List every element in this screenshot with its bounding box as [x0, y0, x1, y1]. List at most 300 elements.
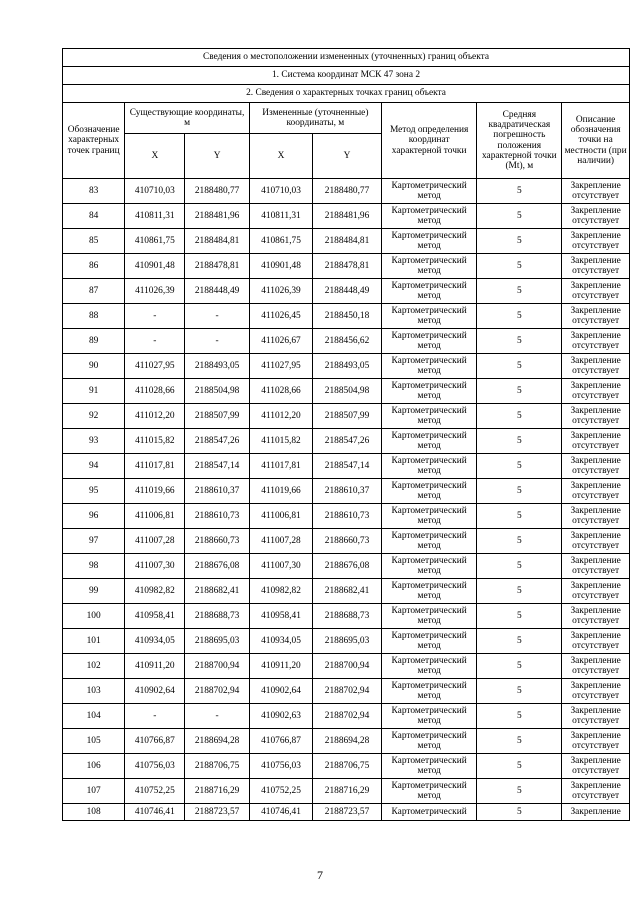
method-line-1: Картометрический	[391, 480, 467, 491]
point-number-cell: 88	[63, 304, 125, 329]
changed-y-cell: 2188688,73	[313, 604, 382, 629]
method-cell	[381, 229, 477, 254]
method-line-2: метод	[417, 516, 441, 526]
description-line-2: отсутствует	[572, 291, 620, 301]
changed-x-cell: 411007,28	[249, 529, 312, 554]
table-row	[63, 779, 630, 804]
point-number-cell: 83	[63, 179, 125, 204]
method-cell	[381, 454, 477, 479]
point-number-cell: 94	[63, 454, 125, 479]
description-line-1: Закрепление	[570, 630, 621, 641]
changed-x-cell: 410934,05	[249, 629, 312, 654]
method-cell	[381, 554, 477, 579]
existing-y-cell: 2188700,94	[185, 654, 249, 679]
method-cell	[381, 754, 477, 779]
existing-x-cell: 410902,64	[125, 679, 185, 704]
existing-x-cell: 411006,81	[125, 504, 185, 529]
method-line-2: метод	[417, 766, 441, 776]
method-line-2: метод	[417, 466, 441, 476]
point-number-cell: 85	[63, 229, 125, 254]
method-line-1: Картометрический	[391, 730, 467, 741]
description-line-1: Закрепление	[570, 380, 621, 391]
header-existing-coordinates: Существующие координаты, м	[125, 103, 250, 134]
method-line-1: Картометрический	[391, 705, 467, 716]
existing-y-cell: -	[185, 329, 249, 354]
table-title: Сведения о местоположении измененных (уточненных) границ объекта	[63, 49, 630, 67]
existing-y-cell: 2188547,26	[185, 429, 249, 454]
method-cell	[381, 529, 477, 554]
description-line-1: Закрепление	[570, 605, 621, 616]
header-error: Средняя квадратическая погрешность положения характерной точки (Mt), м	[477, 103, 562, 179]
point-number-cell: 89	[63, 329, 125, 354]
description-cell	[562, 654, 630, 679]
error-cell: 5	[477, 354, 562, 379]
description-cell	[562, 604, 630, 629]
method-line-1: Картометрический	[391, 755, 467, 766]
method-line-1: Картометрический	[391, 205, 467, 216]
description-line-2: отсутствует	[572, 416, 620, 426]
changed-x-cell: 410902,63	[249, 704, 312, 729]
method-line-2: метод	[417, 591, 441, 601]
method-line-2: метод	[417, 666, 441, 676]
table-row	[63, 804, 630, 821]
description-line-2: отсутствует	[572, 541, 620, 551]
description-line-1: Закрепление	[570, 180, 621, 191]
boundary-points-table	[62, 48, 630, 821]
points-section-heading: 2. Сведения о характерных точках границ объекта	[63, 85, 630, 103]
description-line-1: Закрепление	[570, 530, 621, 541]
table-row	[63, 704, 630, 729]
method-line-1: Картометрический	[391, 806, 467, 817]
method-line-2: метод	[417, 266, 441, 276]
error-cell: 5	[477, 279, 562, 304]
description-cell	[562, 729, 630, 754]
method-line-1: Картометрический	[391, 330, 467, 341]
method-line-2: метод	[417, 491, 441, 501]
method-line-2: метод	[417, 241, 441, 251]
changed-x-cell: 410756,03	[249, 754, 312, 779]
method-line-2: метод	[417, 341, 441, 351]
existing-x-cell: -	[125, 304, 185, 329]
point-number-cell: 100	[63, 604, 125, 629]
existing-y-cell: 2188682,41	[185, 579, 249, 604]
point-number-cell: 95	[63, 479, 125, 504]
existing-y-cell: 2188716,29	[185, 779, 249, 804]
changed-x-cell: 410902,64	[249, 679, 312, 704]
description-line-2: отсутствует	[572, 766, 620, 776]
changed-x-cell: 410752,25	[249, 779, 312, 804]
method-line-1: Картометрический	[391, 505, 467, 516]
point-number-cell: 108	[63, 804, 125, 821]
method-line-2: метод	[417, 216, 441, 226]
description-line-2: отсутствует	[572, 316, 620, 326]
existing-x-cell: 410752,25	[125, 779, 185, 804]
existing-y-cell: 2188547,14	[185, 454, 249, 479]
description-line-2: отсутствует	[572, 391, 620, 401]
method-line-1: Картометрический	[391, 230, 467, 241]
error-cell: 5	[477, 729, 562, 754]
changed-x-cell: 410710,03	[249, 179, 312, 204]
existing-y-cell: 2188706,75	[185, 754, 249, 779]
point-number-cell: 87	[63, 279, 125, 304]
method-cell	[381, 379, 477, 404]
point-number-cell: 93	[63, 429, 125, 454]
changed-y-cell: 2188504,98	[313, 379, 382, 404]
changed-y-cell: 2188456,62	[313, 329, 382, 354]
method-line-2: метод	[417, 741, 441, 751]
description-line-2: отсутствует	[572, 366, 620, 376]
description-line-2: отсутствует	[572, 441, 620, 451]
method-cell	[381, 504, 477, 529]
existing-x-cell: 410934,05	[125, 629, 185, 654]
error-cell: 5	[477, 754, 562, 779]
error-cell: 5	[477, 579, 562, 604]
description-line-1: Закрепление	[570, 705, 621, 716]
changed-y-cell: 2188702,94	[313, 679, 382, 704]
method-line-2: метод	[417, 191, 441, 201]
existing-x-cell: 410756,03	[125, 754, 185, 779]
method-line-1: Картометрический	[391, 380, 467, 391]
point-number-cell: 104	[63, 704, 125, 729]
header-description: Описание обозначения точки на местности (при наличии)	[562, 103, 630, 179]
changed-x-cell: 410911,20	[249, 654, 312, 679]
description-line-2: отсутствует	[572, 666, 620, 676]
description-cell	[562, 754, 630, 779]
table-row	[63, 279, 630, 304]
changed-y-cell: 2188507,99	[313, 404, 382, 429]
changed-x-cell: 410901,48	[249, 254, 312, 279]
method-cell	[381, 729, 477, 754]
error-cell: 5	[477, 654, 562, 679]
existing-y-cell: 2188723,57	[185, 804, 249, 821]
table-row	[63, 504, 630, 529]
method-line-1: Картометрический	[391, 180, 467, 191]
description-line-1: Закрепление	[570, 230, 621, 241]
table-row	[63, 329, 630, 354]
error-cell: 5	[477, 379, 562, 404]
description-line-1: Закрепление	[570, 480, 621, 491]
method-line-2: метод	[417, 566, 441, 576]
existing-x-cell: 411026,39	[125, 279, 185, 304]
table-row	[63, 604, 630, 629]
description-line-1: Закрепление	[570, 280, 621, 291]
changed-x-cell: 410982,82	[249, 579, 312, 604]
description-line-2: отсутствует	[572, 216, 620, 226]
changed-y-cell: 2188610,37	[313, 479, 382, 504]
existing-y-cell: 2188493,05	[185, 354, 249, 379]
table-row	[63, 304, 630, 329]
table-row	[63, 404, 630, 429]
method-line-1: Картометрический	[391, 530, 467, 541]
error-cell: 5	[477, 304, 562, 329]
point-number-cell: 91	[63, 379, 125, 404]
method-cell	[381, 354, 477, 379]
method-line-1: Картометрический	[391, 280, 467, 291]
changed-y-cell: 2188660,73	[313, 529, 382, 554]
method-line-1: Картометрический	[391, 655, 467, 666]
description-cell	[562, 379, 630, 404]
point-number-cell: 92	[63, 404, 125, 429]
changed-x-cell: 411026,39	[249, 279, 312, 304]
description-cell	[562, 204, 630, 229]
method-line-2: метод	[417, 791, 441, 801]
method-line-1: Картометрический	[391, 305, 467, 316]
changed-x-cell: 410958,41	[249, 604, 312, 629]
existing-y-cell: 2188688,73	[185, 604, 249, 629]
method-cell	[381, 654, 477, 679]
existing-x-cell: 410911,20	[125, 654, 185, 679]
table-row	[63, 179, 630, 204]
description-cell	[562, 704, 630, 729]
method-line-1: Картометрический	[391, 355, 467, 366]
existing-x-cell: 411017,81	[125, 454, 185, 479]
description-cell	[562, 304, 630, 329]
method-line-2: метод	[417, 291, 441, 301]
method-line-1: Картометрический	[391, 555, 467, 566]
table-row	[63, 579, 630, 604]
existing-x-cell: -	[125, 329, 185, 354]
changed-x-cell: 411017,81	[249, 454, 312, 479]
existing-y-cell: 2188480,77	[185, 179, 249, 204]
method-cell	[381, 429, 477, 454]
description-line-2: отсутствует	[572, 466, 620, 476]
description-cell	[562, 354, 630, 379]
description-line-1: Закрепление	[570, 780, 621, 791]
method-line-1: Картометрический	[391, 680, 467, 691]
description-cell	[562, 479, 630, 504]
existing-x-cell: 410901,48	[125, 254, 185, 279]
method-cell	[381, 404, 477, 429]
method-line-1: Картометрический	[391, 605, 467, 616]
table-row	[63, 654, 630, 679]
changed-y-cell: 2188481,96	[313, 204, 382, 229]
method-line-2: метод	[417, 641, 441, 651]
method-cell	[381, 304, 477, 329]
existing-x-cell: 411028,66	[125, 379, 185, 404]
changed-y-cell: 2188702,94	[313, 704, 382, 729]
point-number-cell: 86	[63, 254, 125, 279]
changed-x-cell: 411026,67	[249, 329, 312, 354]
error-cell: 5	[477, 554, 562, 579]
method-line-2: метод	[417, 366, 441, 376]
existing-y-cell: 2188481,96	[185, 204, 249, 229]
description-line-1: Закрепление	[570, 730, 621, 741]
changed-y-cell: 2188547,26	[313, 429, 382, 454]
description-line-1: Закрепление	[570, 455, 621, 466]
table-row	[63, 479, 630, 504]
header-method: Метод определения координат характерной точки	[381, 103, 477, 179]
table-row	[63, 454, 630, 479]
table-row	[63, 729, 630, 754]
existing-x-cell: 411007,30	[125, 554, 185, 579]
existing-y-cell: 2188695,03	[185, 629, 249, 654]
existing-y-cell: 2188660,73	[185, 529, 249, 554]
description-cell	[562, 579, 630, 604]
method-cell	[381, 254, 477, 279]
existing-y-cell: 2188478,81	[185, 254, 249, 279]
changed-y-cell: 2188723,57	[313, 804, 382, 821]
method-cell	[381, 579, 477, 604]
description-line-1: Закрепление	[570, 330, 621, 341]
description-cell	[562, 554, 630, 579]
existing-y-cell: 2188484,81	[185, 229, 249, 254]
table-row	[63, 554, 630, 579]
existing-y-cell: 2188504,98	[185, 379, 249, 404]
point-number-cell: 105	[63, 729, 125, 754]
point-number-cell: 97	[63, 529, 125, 554]
header-changed-coordinates: Измененные (уточненные) координаты, м	[249, 103, 381, 134]
description-cell	[562, 804, 630, 821]
error-cell: 5	[477, 629, 562, 654]
description-line-2: отсутствует	[572, 341, 620, 351]
changed-y-cell: 2188676,08	[313, 554, 382, 579]
existing-y-cell: -	[185, 304, 249, 329]
method-cell	[381, 704, 477, 729]
existing-y-cell: 2188610,73	[185, 504, 249, 529]
method-line-1: Картометрический	[391, 255, 467, 266]
method-cell	[381, 204, 477, 229]
description-line-1: Закрепление	[570, 755, 621, 766]
existing-y-cell: 2188507,99	[185, 404, 249, 429]
changed-y-cell: 2188484,81	[313, 229, 382, 254]
header-changed-y: Y	[313, 134, 382, 179]
table-row	[63, 354, 630, 379]
description-line-2: отсутствует	[572, 741, 620, 751]
error-cell: 5	[477, 504, 562, 529]
table-row	[63, 254, 630, 279]
changed-y-cell: 2188694,28	[313, 729, 382, 754]
description-cell	[562, 179, 630, 204]
error-cell: 5	[477, 804, 562, 821]
table-row	[63, 379, 630, 404]
existing-x-cell: 410746,41	[125, 804, 185, 821]
table-row	[63, 204, 630, 229]
existing-y-cell: 2188694,28	[185, 729, 249, 754]
table-row	[63, 529, 630, 554]
point-number-cell: 102	[63, 654, 125, 679]
changed-x-cell: 411028,66	[249, 379, 312, 404]
description-line-1: Закрепление	[570, 555, 621, 566]
changed-x-cell: 410861,75	[249, 229, 312, 254]
changed-x-cell: 411026,45	[249, 304, 312, 329]
method-cell	[381, 804, 477, 821]
error-cell: 5	[477, 404, 562, 429]
method-cell	[381, 629, 477, 654]
error-cell: 5	[477, 229, 562, 254]
description-line-1: Закрепление	[570, 505, 621, 516]
header-changed-x: X	[249, 134, 312, 179]
changed-x-cell: 410811,31	[249, 204, 312, 229]
description-cell	[562, 779, 630, 804]
method-line-2: метод	[417, 416, 441, 426]
table-row	[63, 754, 630, 779]
error-cell: 5	[477, 329, 562, 354]
description-cell	[562, 254, 630, 279]
changed-y-cell: 2188695,03	[313, 629, 382, 654]
changed-y-cell: 2188706,75	[313, 754, 382, 779]
changed-y-cell: 2188682,41	[313, 579, 382, 604]
table-row	[63, 629, 630, 654]
description-cell	[562, 454, 630, 479]
description-line-1: Закрепление	[570, 430, 621, 441]
description-cell	[562, 229, 630, 254]
existing-x-cell: 411019,66	[125, 479, 185, 504]
description-line-2: отсутствует	[572, 716, 620, 726]
existing-y-cell: 2188702,94	[185, 679, 249, 704]
changed-y-cell: 2188716,29	[313, 779, 382, 804]
changed-y-cell: 2188448,49	[313, 279, 382, 304]
description-line-2: отсутствует	[572, 591, 620, 601]
description-line-1: Закрепление	[570, 580, 621, 591]
point-number-cell: 106	[63, 754, 125, 779]
method-line-2: метод	[417, 616, 441, 626]
existing-x-cell: 410982,82	[125, 579, 185, 604]
changed-y-cell: 2188493,05	[313, 354, 382, 379]
description-cell	[562, 404, 630, 429]
description-line-1: Закрепление	[570, 255, 621, 266]
description-line-1: Закрепление	[570, 305, 621, 316]
method-line-1: Картометрический	[391, 580, 467, 591]
description-cell	[562, 429, 630, 454]
method-line-2: метод	[417, 316, 441, 326]
description-line-2: отсутствует	[572, 191, 620, 201]
description-cell	[562, 279, 630, 304]
description-line-2: отсутствует	[572, 791, 620, 801]
description-line-1: Закрепление	[570, 405, 621, 416]
changed-x-cell: 411019,66	[249, 479, 312, 504]
method-line-1: Картометрический	[391, 405, 467, 416]
existing-x-cell: 410861,75	[125, 229, 185, 254]
method-line-1: Картометрический	[391, 630, 467, 641]
method-line-1: Картометрический	[391, 780, 467, 791]
changed-x-cell: 411027,95	[249, 354, 312, 379]
changed-y-cell: 2188547,14	[313, 454, 382, 479]
table-row	[63, 679, 630, 704]
changed-x-cell: 411006,81	[249, 504, 312, 529]
existing-y-cell: -	[185, 704, 249, 729]
existing-x-cell: 410811,31	[125, 204, 185, 229]
existing-x-cell: 410766,87	[125, 729, 185, 754]
error-cell: 5	[477, 204, 562, 229]
error-cell: 5	[477, 679, 562, 704]
table-row	[63, 429, 630, 454]
changed-y-cell: 2188610,73	[313, 504, 382, 529]
error-cell: 5	[477, 779, 562, 804]
description-line-2: отсутствует	[572, 616, 620, 626]
method-line-2: метод	[417, 691, 441, 701]
point-number-cell: 96	[63, 504, 125, 529]
table-row	[63, 229, 630, 254]
header-designation: Обозначение характерных точек границ	[63, 103, 125, 179]
method-line-2: метод	[417, 716, 441, 726]
description-line-2: отсутствует	[572, 641, 620, 651]
description-cell	[562, 504, 630, 529]
error-cell: 5	[477, 254, 562, 279]
error-cell: 5	[477, 604, 562, 629]
method-cell	[381, 329, 477, 354]
point-number-cell: 107	[63, 779, 125, 804]
changed-x-cell: 410746,41	[249, 804, 312, 821]
existing-x-cell: 411012,20	[125, 404, 185, 429]
point-number-cell: 84	[63, 204, 125, 229]
changed-x-cell: 411015,82	[249, 429, 312, 454]
changed-y-cell: 2188478,81	[313, 254, 382, 279]
error-cell: 5	[477, 529, 562, 554]
method-line-2: метод	[417, 441, 441, 451]
existing-x-cell: 410958,41	[125, 604, 185, 629]
method-line-1: Картометрический	[391, 455, 467, 466]
description-line-2: отсутствует	[572, 491, 620, 501]
